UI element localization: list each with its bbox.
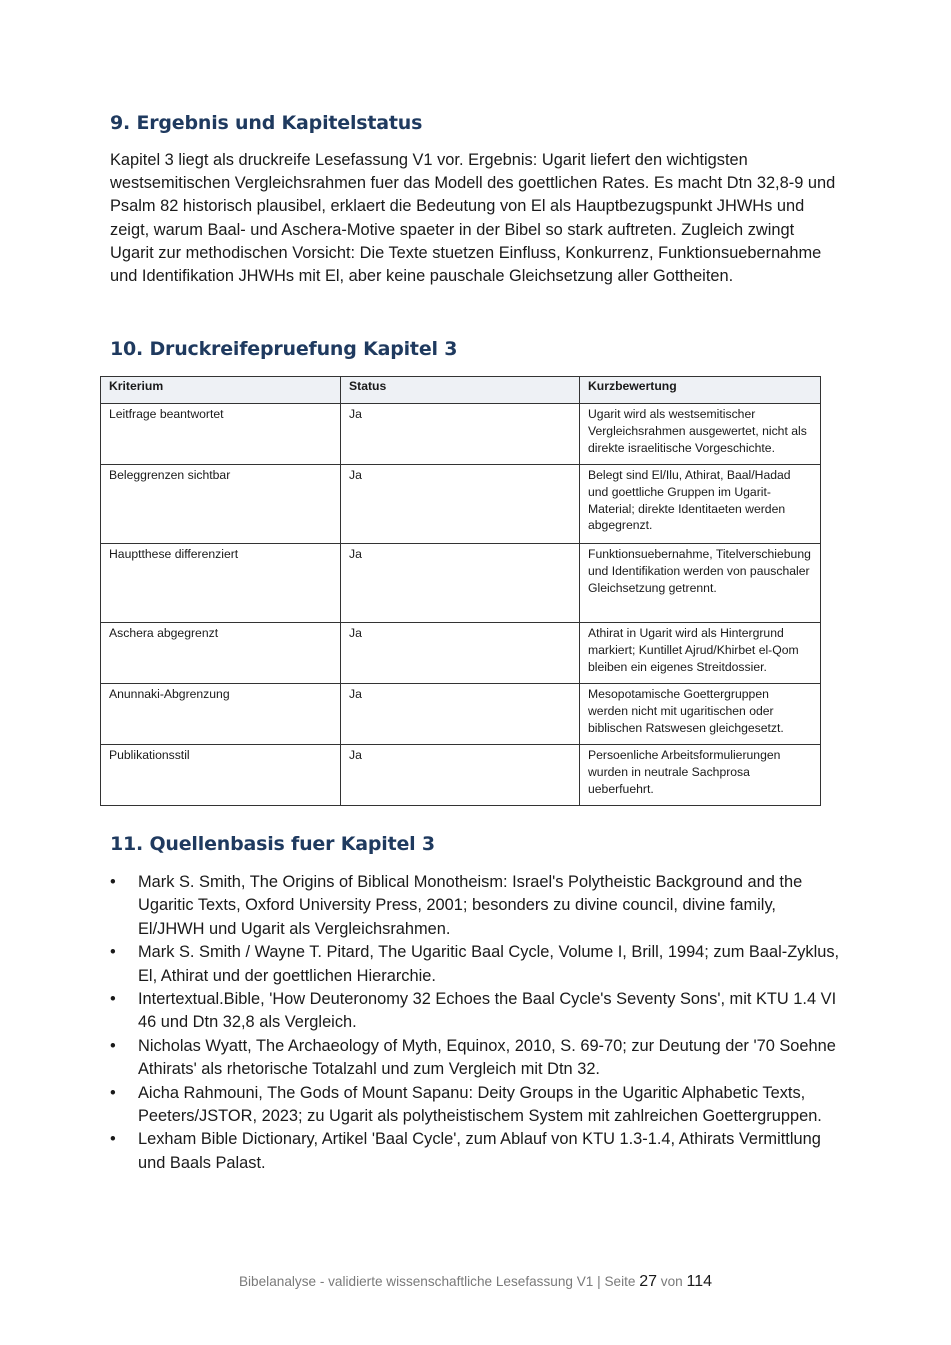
table-header-row [101,377,821,404]
source-text: Lexham Bible Dictionary, Artikel 'Baal Cycle', zum Ablauf von KTU 1.3-1.4, Athirats Vermittlung und Baals Palast. [138,1130,821,1172]
page-total: 114 [686,1273,713,1290]
status-cell: Ja [341,465,580,544]
source-list [110,871,845,1175]
bullet-icon: • [110,990,116,1009]
assessment-cell: Funktionsuebernahme, Titelverschiebung und Identifikation werden von pauschaler Gleichsetzung getrennt. [580,544,821,623]
section-11-heading: 11. Quellenbasis fuer Kapitel 3 [110,833,435,855]
table-row [101,623,821,684]
table-row [101,544,821,623]
assessment-cell: Belegt sind El/Ilu, Athirat, Baal/Hadad und goettliche Gruppen im Ugarit-Material; direkte Identitaeten werden abgegrenzt. [580,465,821,544]
section-10-heading: 10. Druckreifepruefung Kapitel 3 [110,338,458,360]
bullet-icon: • [110,873,116,891]
column-header-kriterium: Kriterium [101,377,341,404]
status-cell: Ja [341,745,580,806]
section-9-heading: 9. Ergebnis und Kapitelstatus [110,112,423,134]
section-9-body: Kapitel 3 liegt als druckreife Lesefassung V1 vor. Ergebnis: Ugarit liefert den wichtigsten westsemitischen Vergleichsrahmen fuer das Modell des goettlichen Rates. Es macht Dtn 32,8-9 und Psalm 82 historisch plausibel, erklaert die Bedeutung von El als Hauptbezugspunkt JHWHs und zeigt, warum Baal- und Aschera-Motive spaeter in der Bibel so stark auftreten. Zugleich zwingt Ugarit zur methodischen Vorsicht: Die Texte stuetzen Einfluss, Konkurrenz, Funktionsuebernahme und Identifikation JHWHs mit El, aber keine pauschale Gleichsetzung aller Gottheiten. [110,151,836,286]
status-cell: Ja [341,544,580,623]
table-row [101,684,821,745]
bullet-icon: • [110,1036,116,1055]
column-header-status: Status [341,377,580,404]
list-item [110,988,845,1035]
source-text: Mark S. Smith, The Origins of Biblical Monotheism: Israel's Polytheistic Background and the Ugaritic Texts, Oxford University Press, 2001; besonders zu divine council, divine family, El/JHWH und Ugarit als Vergleichsrahmen. [138,873,803,938]
list-item [110,1128,845,1175]
source-text: Nicholas Wyatt, The Archaeology of Myth, Equinox, 2010, S. 69-70; zur Deutung der '70 Soehne Athirats' als rhetorische Totalzahl und zum Vergleich mit Dtn 32. [138,1036,836,1079]
bullet-icon: • [110,1130,116,1149]
criterion-cell: Anunnaki-Abgrenzung [101,684,341,745]
status-cell: Ja [341,684,580,745]
criterion-cell: Hauptthese differenziert [101,544,341,623]
criteria-table [100,376,821,806]
source-text: Aicha Rahmouni, The Gods of Mount Sapanu: Deity Groups in the Ugaritic Alphabetic Texts, Peeters/JSTOR, 2023; zu Ugarit als polytheistischem System mit zahlreichen Goettergruppen. [138,1083,822,1126]
page-number: 27 [639,1273,658,1290]
source-text: Intertextual.Bible, 'How Deuteronomy 32 Echoes the Baal Cycle's Seventy Sons', mit KTU 1.4 VI 46 und Dtn 32,8 als Vergleich. [138,990,837,1032]
bullet-icon: • [110,943,116,962]
table-row [101,404,821,465]
source-text: Mark S. Smith / Wayne T. Pitard, The Ugaritic Baal Cycle, Volume I, Brill, 1994; zum Baal-Zyklus, El, Athirat und der goettlichen Hierarchie. [138,943,840,985]
criterion-cell: Aschera abgegrenzt [101,623,341,684]
list-item [110,1082,845,1129]
assessment-cell: Ugarit wird als westsemitischer Vergleichsrahmen ausgewertet, nicht als direkte israelitische Vorgeschichte. [580,404,821,465]
status-cell: Ja [341,623,580,684]
assessment-cell: Persoenliche Arbeitsformulierungen wurden in neutrale Sachprosa ueberfuehrt. [580,745,821,806]
page-footer [0,1273,951,1291]
criterion-cell: Beleggrenzen sichtbar [101,465,341,544]
criterion-cell: Publikationsstil [101,745,341,806]
bullet-icon: • [110,1083,116,1102]
criterion-cell: Leitfrage beantwortet [101,404,341,465]
table-row [101,465,821,544]
footer-of: von [660,1274,683,1289]
assessment-cell: Mesopotamische Goettergruppen werden nicht mit ugaritischen oder biblischen Ratswesen gleichgesetzt. [580,684,821,745]
status-cell: Ja [341,404,580,465]
list-item [110,871,845,941]
footer-text: Bibelanalyse - validierte wissenschaftliche Lesefassung V1 | Seite [238,1274,636,1289]
assessment-cell: Athirat in Ugarit wird als Hintergrund markiert; Kuntillet Ajrud/Khirbet el-Qom bleiben ein eigenes Streitdossier. [580,623,821,684]
column-header-kurzbewertung: Kurzbewertung [580,377,821,404]
list-item [110,941,845,988]
table-row [101,745,821,806]
list-item [110,1035,845,1082]
